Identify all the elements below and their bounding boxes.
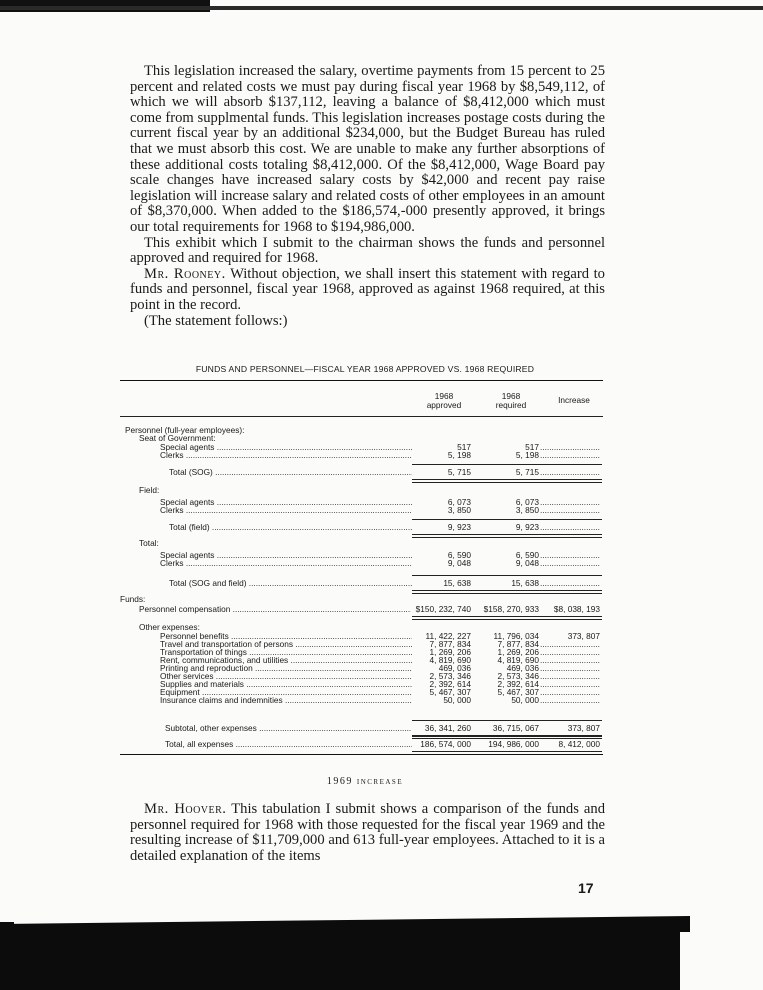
cell-approved: $150, 232, 740 bbox=[415, 604, 471, 614]
cell-required: 2, 573, 346 bbox=[497, 671, 539, 681]
col-header-increase: Increase bbox=[558, 395, 590, 405]
cell-approved: 517 bbox=[457, 442, 471, 452]
sum-rule bbox=[412, 519, 602, 520]
cell-required: 194, 986, 000 bbox=[488, 739, 539, 749]
cell-required: 11, 796, 034 bbox=[493, 631, 539, 641]
row-label: Special agents ..... bbox=[160, 551, 412, 560]
cell-approved: 3, 850 bbox=[447, 505, 471, 515]
cell-required: 4, 819, 690 bbox=[497, 655, 539, 665]
cell-approved: 50, 000 bbox=[443, 695, 471, 705]
speaker-rooney: Mr. Rooney. bbox=[144, 265, 226, 282]
row-label: Printing and reproduction ..... bbox=[160, 664, 412, 673]
cell-required: $158, 270, 933 bbox=[483, 604, 539, 614]
table-row bbox=[120, 724, 603, 733]
cell-approved: 15, 638 bbox=[443, 578, 471, 588]
cell-increase bbox=[540, 468, 600, 477]
row-label: Clerks ..... bbox=[160, 506, 412, 515]
cell-required: 3, 850 bbox=[515, 505, 539, 515]
cell-required: 6, 590 bbox=[515, 550, 539, 560]
row-label: Equipment ..... bbox=[160, 688, 412, 697]
cell-required: 5, 467, 307 bbox=[497, 687, 539, 697]
total-double-rule bbox=[412, 479, 602, 483]
paragraph-exhibit: This exhibit which I submit to the chairman shows the funds and personnel approved and required for 1968. bbox=[130, 234, 605, 267]
row-label: Personnel benefits ..... bbox=[160, 632, 412, 641]
cell-increase bbox=[540, 559, 600, 568]
statement-note: (The statement follows:) bbox=[144, 312, 288, 329]
table-row bbox=[120, 468, 603, 477]
cell-required: 6, 073 bbox=[515, 497, 539, 507]
cell-approved: 9, 923 bbox=[447, 522, 471, 532]
cell-required: 9, 048 bbox=[515, 558, 539, 568]
table-row bbox=[120, 539, 603, 548]
cell-increase bbox=[540, 451, 600, 460]
row-label: Funds: bbox=[120, 595, 146, 604]
row-label: Total (SOG and field) ..... bbox=[169, 579, 412, 588]
cell-increase: 373, 807 bbox=[567, 724, 600, 733]
table-row bbox=[120, 740, 603, 749]
row-label: Clerks ..... bbox=[160, 559, 412, 568]
paragraph-rooney bbox=[130, 267, 605, 314]
cell-increase bbox=[540, 523, 600, 532]
row-label: Transportation of things ..... bbox=[160, 648, 412, 657]
row-label: Total (field) ..... bbox=[169, 523, 412, 532]
row-label: Subtotal, other expenses ..... bbox=[165, 724, 412, 733]
row-label: Total: bbox=[139, 539, 159, 548]
cell-approved: 1, 269, 206 bbox=[429, 647, 471, 657]
row-label: Clerks ..... bbox=[160, 451, 412, 460]
intro-text bbox=[130, 64, 605, 329]
cell-required: 2, 392, 614 bbox=[497, 679, 539, 689]
cell-required: 517 bbox=[525, 442, 539, 452]
cell-required: 7, 877, 834 bbox=[497, 639, 539, 649]
table-row bbox=[120, 451, 603, 460]
table-row bbox=[120, 559, 603, 568]
row-label: Total, all expenses ..... bbox=[165, 740, 412, 749]
row-label: Other services ..... bbox=[160, 672, 412, 681]
table-row bbox=[120, 696, 603, 705]
cell-approved: 5, 715 bbox=[447, 467, 471, 477]
cell-approved: 186, 574, 000 bbox=[420, 739, 471, 749]
row-label: Seat of Government: bbox=[139, 434, 216, 443]
total-double-rule bbox=[412, 534, 602, 538]
row-label: Rent, communications, and utilities ..... bbox=[160, 656, 412, 665]
cell-increase: 373, 807 bbox=[567, 632, 600, 641]
cell-approved: 11, 422, 227 bbox=[425, 631, 471, 641]
cell-approved: 6, 590 bbox=[447, 550, 471, 560]
cell-increase bbox=[540, 506, 600, 515]
table-row bbox=[120, 579, 603, 588]
table-row bbox=[120, 595, 603, 604]
cell-required: 50, 000 bbox=[511, 695, 539, 705]
row-label: Supplies and materials ..... bbox=[160, 680, 412, 689]
cell-required: 5, 715 bbox=[515, 467, 539, 477]
sum-rule bbox=[412, 720, 602, 721]
table-row bbox=[120, 605, 603, 614]
row-label: Insurance claims and indemnities ..... bbox=[160, 696, 412, 705]
speaker-hoover: Mr. Hoover. bbox=[144, 801, 227, 817]
cell-approved: 2, 392, 614 bbox=[429, 679, 471, 689]
sum-rule bbox=[412, 575, 602, 576]
section-heading: 1969 increase bbox=[326, 776, 404, 787]
total-double-rule bbox=[412, 590, 602, 594]
cell-approved: 2, 573, 346 bbox=[429, 671, 471, 681]
col-header-required: 1968 required bbox=[495, 391, 527, 410]
cell-required: 1, 269, 206 bbox=[497, 647, 539, 657]
row-label: Special agents ..... bbox=[160, 498, 412, 507]
hoover-statement: This tabulation I submit shows a comparison of the funds and personnel required for 1968 with those requested for the fiscal year 1969 and the resulting increase of $11,709,000 and 613 full-year employees. Attached to it is a detailed explanation of the items bbox=[130, 801, 606, 864]
cell-increase bbox=[540, 696, 600, 705]
cell-increase: $8, 038, 193 bbox=[553, 605, 600, 614]
cell-approved: 6, 073 bbox=[447, 497, 471, 507]
row-label: Field: bbox=[139, 486, 160, 495]
cell-approved: 5, 467, 307 bbox=[429, 687, 471, 697]
cell-required: 469, 036 bbox=[506, 663, 539, 673]
cell-approved: 4, 819, 690 bbox=[429, 655, 471, 665]
row-label: Personnel compensation ..... bbox=[139, 605, 411, 614]
cell-approved: 9, 048 bbox=[447, 558, 471, 568]
sum-rule bbox=[412, 464, 602, 465]
sum-rule bbox=[412, 736, 602, 737]
cell-approved: 36, 341, 260 bbox=[424, 723, 471, 733]
funds-double-rule bbox=[412, 616, 602, 620]
hoover-text bbox=[130, 802, 605, 864]
page-number: 17 bbox=[578, 880, 594, 896]
cell-approved: 469, 036 bbox=[438, 663, 471, 673]
table-row bbox=[120, 486, 603, 495]
row-label: Total (SOG) ..... bbox=[169, 468, 412, 477]
table-bottom-rule bbox=[120, 754, 603, 755]
paragraph-salary-legislation: This legislation increased the salary, overtime payments from 15 percent to 25 percent and related costs we must pay during fiscal year 1968 by $8,549,112, of which we will absorb $137,112, leaving a balance of $8,412,000 which must come from supplmental funds. This legislation increases postage costs during the current fiscal year by an additional $234,000, but the Budget Bureau has ruled that we must absorb this cost. We are unable to make any further absorptions of these additional costs totaling $8,412,000. Of the $8,412,000, Wage Board pay scale changes have increased salary costs by $42,000 and recent pay raise legislation will increase salary and related costs of other employees in an amount of $8,370,000. When added to the $186,574,-000 presently approved, it brings our total requirements for 1968 to $194,986,000. bbox=[130, 63, 605, 235]
row-label: Personnel (full-year employees): bbox=[125, 426, 245, 435]
cell-increase bbox=[540, 579, 600, 588]
rooney-text: Without objection, we shall insert this statement with regard to funds and personnel, fiscal year 1968, approved as against 1968 required, at this point in the record. bbox=[130, 265, 605, 313]
cell-increase: 8, 412, 000 bbox=[558, 740, 600, 749]
row-label: Other expenses: bbox=[139, 623, 200, 632]
cell-required: 36, 715, 067 bbox=[492, 723, 539, 733]
row-label: Travel and transportation of persons ..... bbox=[160, 640, 412, 649]
row-label: Special agents ..... bbox=[160, 443, 412, 452]
scan-top-border bbox=[0, 0, 763, 16]
paragraph-hoover bbox=[130, 802, 605, 864]
table-row bbox=[120, 506, 603, 515]
table-row bbox=[120, 523, 603, 532]
funds-personnel-table bbox=[120, 380, 603, 758]
scan-bottom-border bbox=[0, 912, 763, 990]
cell-approved: 7, 877, 834 bbox=[429, 639, 471, 649]
table-caption: FUNDS AND PERSONNEL—FISCAL YEAR 1968 APPROVED VS. 1968 REQUIRED bbox=[195, 364, 535, 374]
cell-required: 15, 638 bbox=[511, 578, 539, 588]
col-header-approved: 1968 approved bbox=[426, 391, 462, 410]
cell-approved: 5, 198 bbox=[447, 450, 471, 460]
cell-required: 5, 198 bbox=[515, 450, 539, 460]
cell-required: 9, 923 bbox=[515, 522, 539, 532]
